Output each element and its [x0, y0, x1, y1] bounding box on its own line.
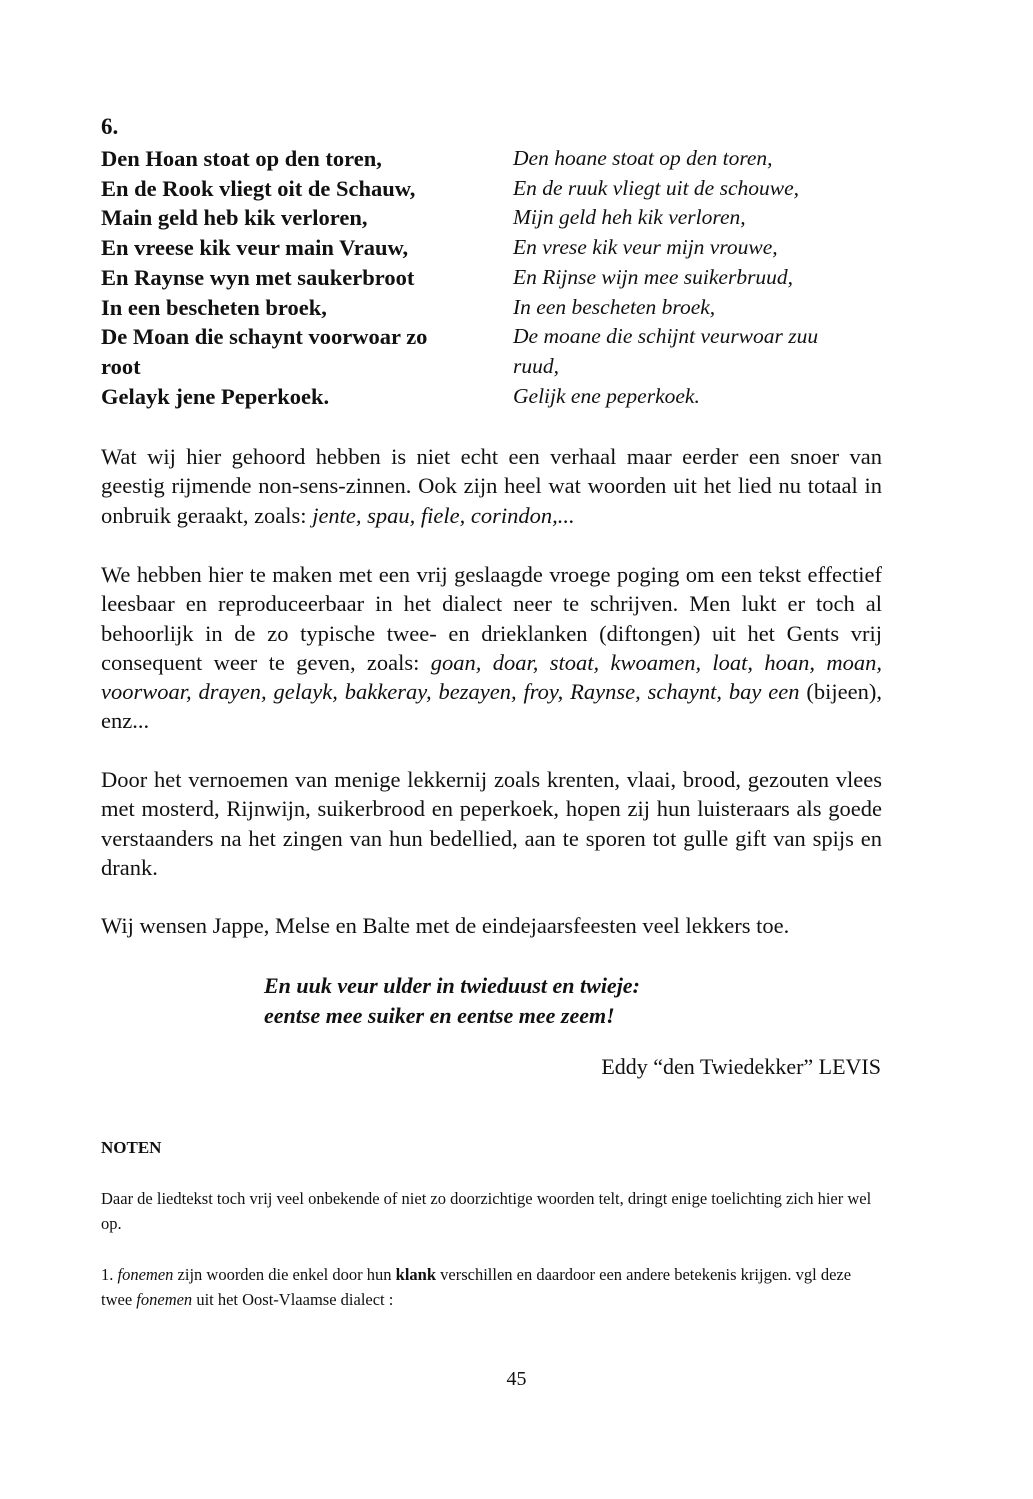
quote-line: eentse mee suiker en eentse mee zeem!: [264, 1003, 615, 1028]
verse-number: 6.: [101, 114, 119, 139]
verse-line: En vreese kik veur main Vrauw,: [101, 235, 409, 261]
paragraph-text: We hebben hier te maken met een vrij geslaagde vroege poging om een tekst effectief leesbaar en reproduceerbaar in het dialect neer te schrijven. Men lukt er toch al behoorlijk in de zo typische twee- en drieklanken (diftongen) uit het Gents vrij consequent weer te geven, zoals:: [101, 562, 882, 675]
verse-line: ruud,: [513, 353, 559, 378]
note-1: [101, 1262, 882, 1312]
paragraph-italic: goan, doar, stoat, kwoamen, loat, hoan, moan, voorwoar, drayen, gelayk, bakkeray, bezayen, froy, Raynse, schaynt, bay een: [101, 649, 882, 705]
verse-line: Main geld heb kik verloren,: [101, 205, 368, 231]
note-text: zijn woorden die enkel door hun: [173, 1265, 396, 1284]
verse-line: root: [101, 353, 141, 379]
verse-line: In een bescheten broek,: [101, 294, 327, 320]
quote-line: En uuk veur ulder in twieduust en twieje:: [264, 973, 640, 998]
page-number: 45: [506, 1368, 527, 1390]
paragraph-2: [101, 560, 882, 736]
note-term: fonemen: [136, 1290, 193, 1309]
notes-heading: NOTEN: [101, 1138, 162, 1157]
signature: Eddy “den Twiedekker” LEVIS: [601, 1054, 881, 1079]
paragraph-text: Wat wij hier gehoord hebben is niet echt een verhaal maar eerder een snoer van geestig rijmende non-sens-zinnen. Ook zijn heel wat woorden uit het lied nu totaal in onbruik geraakt, zoals:: [101, 444, 882, 528]
verse-line: En Rijnse wijn mee suikerbruud,: [513, 264, 794, 289]
closing-quote: [264, 971, 640, 1031]
verse-line: Mijn geld heh kik verloren,: [513, 205, 746, 230]
note-text: uit het Oost-Vlaamse dialect :: [192, 1290, 394, 1309]
verse-line: De Moan die schaynt voorwoar zo: [101, 324, 428, 350]
verse-line: En de ruuk vliegt uit de schouwe,: [513, 175, 799, 200]
verse-line: De moane die schijnt veurwoar zuu: [513, 324, 819, 349]
note-bold: klank: [395, 1265, 437, 1284]
notes-intro: Daar de liedtekst toch vrij veel onbekende of niet zo doorzichtige woorden telt, dringt enige toelichting zich hier wel op.: [101, 1189, 872, 1233]
paragraph-italic: jente, spau, fiele, corindon,...: [312, 502, 575, 528]
note-term: fonemen: [117, 1265, 174, 1284]
verse-line: Gelayk jene Peperkoek.: [101, 383, 330, 409]
note-number: 1.: [101, 1265, 118, 1284]
verse-line: Den Hoan stoat op den toren,: [101, 146, 382, 171]
verse-dialect-column: [101, 144, 496, 411]
paragraph-1: [101, 442, 882, 530]
verse-line: En Raynse wyn met saukerbroot: [101, 264, 415, 290]
paragraph-4: Wij wensen Jappe, Melse en Balte met de eindejaarsfeesten veel lekkers toe.: [101, 913, 790, 938]
verse-line: In een bescheten broek,: [513, 294, 716, 319]
verse-modern-column: [513, 144, 913, 411]
paragraph-3: Door het vernoemen van menige lekkernij zoals krenten, vlaai, brood, gezouten vlees met mosterd, Rijnwijn, suikerbrood en peperkoek, hopen zij hun luisteraars als goede verstaanders na het zingen van hun bedellied, aan te sporen tot gulle gift van spijs en drank.: [101, 767, 882, 880]
verse-line: En vrese kik veur mijn vrouwe,: [513, 235, 778, 260]
verse-line: Gelijk ene peperkoek.: [513, 383, 700, 408]
note-text: verschillen en daardoor een andere betekenis krijgen. vgl deze twee: [101, 1265, 852, 1309]
paragraph-tail: (bijeen), enz...: [101, 679, 882, 734]
verse-line: Den hoane stoat op den toren,: [513, 146, 773, 170]
verse-line: En de Rook vliegt oit de Schauw,: [101, 175, 416, 201]
